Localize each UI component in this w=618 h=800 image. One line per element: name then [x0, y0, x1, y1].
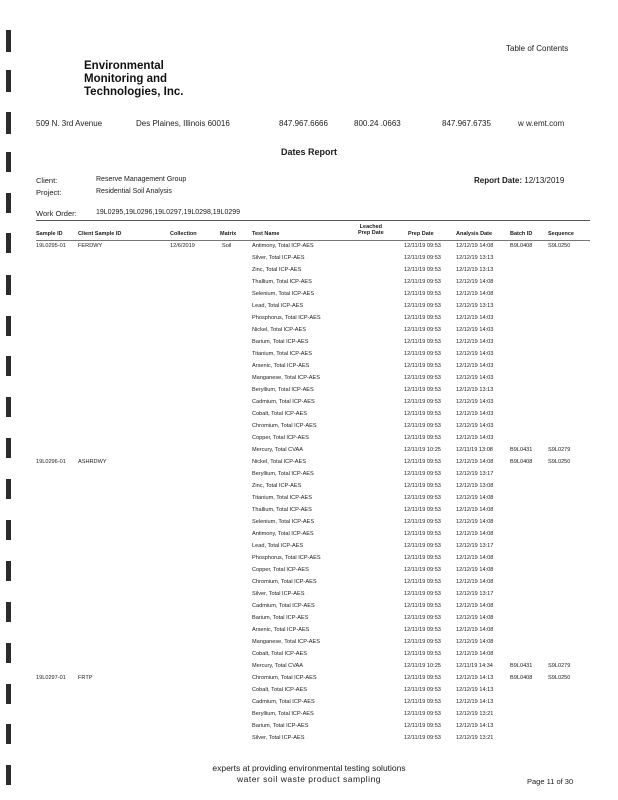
cell-test-name: Cadmium, Total ICP-AES — [252, 399, 315, 405]
footer-tagline: experts at providing environmental testing solutions — [212, 763, 406, 773]
cell-sequence: S9L0279 — [548, 447, 571, 453]
col-header-client-sample-id: Client Sample ID — [78, 231, 122, 237]
report-date-label: Report Date: — [474, 176, 523, 185]
cell-test-name: Thallium, Total ICP-AES — [252, 507, 312, 513]
cell-test-name: Barium, Total ICP-AES — [252, 615, 309, 621]
address-city: Des Plaines, Illinois 60016 — [136, 119, 230, 128]
cell-analysis-date: 12/12/19 14:08 — [456, 555, 494, 561]
cell-sequence: S9L0250 — [548, 243, 571, 249]
report-date — [474, 176, 564, 185]
cell-analysis-date: 12/12/19 13:08 — [456, 483, 494, 489]
cell-analysis-date: 12/12/19 14:08 — [456, 567, 494, 573]
cell-test-name: Copper, Total ICP-AES — [252, 435, 309, 441]
cell-prep-date: 12/11/19 09:53 — [404, 303, 441, 309]
col-header-leached-prep-date — [358, 224, 384, 236]
cell-analysis-date: 12/12/19 14:03 — [456, 435, 494, 441]
cell-analysis-date: 12/12/19 14:08 — [456, 519, 494, 525]
cell-analysis-date: 12/12/19 14:03 — [456, 351, 494, 357]
cell-prep-date: 12/11/19 10:25 — [404, 663, 441, 669]
cell-test-name: Beryllium, Total ICP-AES — [252, 471, 314, 477]
cell-analysis-date: 12/12/19 14:08 — [456, 615, 494, 621]
cell-batch-id: B9L0431 — [510, 663, 533, 669]
cell-analysis-date: 12/12/19 14:13 — [456, 687, 494, 693]
cell-test-name: Cadmium, Total ICP-AES — [252, 603, 315, 609]
cell-test-name: Chromium, Total ICP-AES — [252, 423, 317, 429]
cell-test-name: Manganese, Total ICP-AES — [252, 639, 320, 645]
cell-prep-date: 12/11/19 09:53 — [404, 291, 441, 297]
cell-prep-date: 12/11/19 09:53 — [404, 711, 441, 717]
col-header-test-name: Test Name — [252, 231, 280, 237]
cell-prep-date: 12/11/19 09:53 — [404, 507, 441, 513]
cell-test-name: Copper, Total ICP-AES — [252, 567, 309, 573]
cell-test-name: Lead, Total ICP-AES — [252, 303, 304, 309]
cell-analysis-date: 12/12/19 13:13 — [456, 255, 494, 261]
project-value: Residential Soil Analysis — [96, 188, 172, 195]
cell-analysis-date: 12/12/19 14:13 — [456, 699, 494, 705]
cell-prep-date: 12/11/19 09:53 — [404, 555, 441, 561]
cell-batch-id: B9L0408 — [510, 459, 533, 465]
cell-prep-date: 12/11/19 09:53 — [404, 411, 441, 417]
cell-prep-date: 12/11/19 09:53 — [404, 519, 441, 525]
cell-test-name: Cobalt, Total ICP-AES — [252, 651, 307, 657]
cell-test-name: Selenium, Total ICP-AES — [252, 519, 315, 525]
work-order-label: Work Order: — [36, 209, 77, 218]
cell-test-name: Beryllium, Total ICP-AES — [252, 711, 314, 717]
divider — [36, 220, 590, 221]
phone-number: 847.967.6666 — [279, 119, 328, 128]
cell-analysis-date: 12/12/19 14:13 — [456, 723, 494, 729]
cell-batch-id: B9L0408 — [510, 243, 533, 249]
cell-test-name: Antimony, Total ICP-AES — [252, 531, 314, 537]
cell-analysis-date: 12/12/19 14:08 — [456, 579, 494, 585]
cell-analysis-date: 12/12/19 13:21 — [456, 711, 494, 717]
cell-sequence: S9L0279 — [548, 663, 571, 669]
website: w w.emt.com — [518, 119, 565, 128]
cell-prep-date: 12/11/19 09:53 — [404, 579, 441, 585]
cell-analysis-date: 12/12/19 14:08 — [456, 495, 494, 501]
cell-test-name: Silver, Total ICP-AES — [252, 591, 305, 597]
cell-prep-date: 12/11/19 09:53 — [404, 735, 441, 741]
cell-analysis-date: 12/11/19 13:08 — [456, 447, 493, 453]
cell-prep-date: 12/11/19 09:53 — [404, 243, 441, 249]
cell-prep-date: 12/11/19 09:53 — [404, 483, 441, 489]
cell-analysis-date: 12/12/19 14:08 — [456, 651, 494, 657]
cell-test-name: Chromium, Total ICP-AES — [252, 675, 317, 681]
cell-test-name: Zinc, Total ICP-AES — [252, 483, 302, 489]
cell-test-name: Selenium, Total ICP-AES — [252, 291, 315, 297]
cell-analysis-date: 12/12/19 14:03 — [456, 423, 494, 429]
col-header-prep-date: Prep Date — [408, 231, 434, 237]
cell-test-name: Mercury, Total CVAA — [252, 447, 303, 453]
col-header-collection: Collection — [170, 231, 197, 237]
cell-analysis-date: 12/12/19 14:03 — [456, 315, 494, 321]
cell-analysis-date: 12/12/19 14:03 — [456, 327, 494, 333]
cell-sequence: S9L0250 — [548, 675, 571, 681]
company-name — [84, 60, 183, 99]
company-line-1: Environmental — [84, 60, 164, 72]
cell-prep-date: 12/11/19 09:53 — [404, 723, 441, 729]
scan-mark — [6, 438, 11, 458]
cell-analysis-date: 12/12/19 13:17 — [456, 543, 494, 549]
cell-test-name: Cobalt, Total ICP-AES — [252, 687, 307, 693]
cell-prep-date: 12/11/19 09:53 — [404, 435, 441, 441]
cell-prep-date: 12/11/19 09:53 — [404, 531, 441, 537]
cell-prep-date: 12/11/19 09:53 — [404, 543, 441, 549]
cell-analysis-date: 12/12/19 14:03 — [456, 399, 494, 405]
scan-mark — [6, 233, 11, 253]
cell-test-name: Barium, Total ICP-AES — [252, 339, 309, 345]
cell-prep-date: 12/11/19 09:53 — [404, 339, 441, 345]
cell-prep-date: 12/11/19 09:53 — [404, 459, 441, 465]
report-date-value: 12/13/2019 — [524, 176, 565, 185]
page-number: Page 11 of 30 — [527, 777, 574, 786]
address-street: 509 N. 3rd Avenue — [36, 119, 103, 128]
cell-analysis-date: 12/12/19 14:03 — [456, 363, 494, 369]
col-header-leached-line: Leached — [359, 224, 382, 230]
cell-test-name: Phosphorus, Total ICP-AES — [252, 315, 321, 321]
scan-mark — [6, 356, 11, 376]
cell-prep-date: 12/11/19 09:53 — [404, 615, 441, 621]
cell-prep-date: 12/11/19 09:53 — [404, 687, 441, 693]
cell-client-sample-id: FERDWY — [78, 243, 103, 249]
scan-mark — [6, 112, 11, 134]
company-line-3: Technologies, Inc. — [84, 86, 184, 98]
cell-prep-date: 12/11/19 10:25 — [404, 447, 441, 453]
fax-number: 847.967.6735 — [442, 119, 491, 128]
cell-test-name: Arsenic, Total ICP-AES — [252, 363, 310, 369]
cell-analysis-date: 12/12/19 14:08 — [456, 279, 494, 285]
toll-free-number: 800.24 .0663 — [354, 119, 401, 128]
cell-prep-date: 12/11/19 09:53 — [404, 399, 441, 405]
cell-test-name: Manganese, Total ICP-AES — [252, 375, 320, 381]
cell-analysis-date: 12/12/19 13:17 — [456, 471, 494, 477]
cell-prep-date: 12/11/19 09:53 — [404, 603, 441, 609]
cell-test-name: Lead, Total ICP-AES — [252, 543, 304, 549]
cell-sample-id: 19L0295-01 — [36, 243, 66, 249]
cell-test-name: Nickel, Total ICP-AES — [252, 459, 306, 465]
project-label: Project: — [36, 188, 62, 197]
cell-prep-date: 12/11/19 09:53 — [404, 471, 441, 477]
cell-test-name: Phosphorus, Total ICP-AES — [252, 555, 321, 561]
cell-test-name: Cadmium, Total ICP-AES — [252, 699, 315, 705]
cell-matrix: Soil — [222, 243, 232, 249]
cell-prep-date: 12/11/19 09:53 — [404, 651, 441, 657]
cell-analysis-date: 12/12/19 14:03 — [456, 375, 494, 381]
cell-test-name: Beryllium, Total ICP-AES — [252, 387, 314, 393]
footer-services: water soil waste product sampling — [236, 774, 382, 784]
cell-test-name: Antimony, Total ICP-AES — [252, 243, 314, 249]
scan-mark — [6, 316, 11, 336]
scan-mark — [6, 397, 11, 417]
cell-prep-date: 12/11/19 09:53 — [404, 627, 441, 633]
cell-sample-id: 19L0296-01 — [36, 459, 66, 465]
cell-batch-id: B9L0431 — [510, 447, 533, 453]
col-header-sample-id: Sample ID — [36, 231, 63, 237]
scan-mark — [6, 275, 11, 295]
col-header-batch-id: Batch ID — [510, 231, 533, 237]
cell-analysis-date: 12/12/19 14:03 — [456, 339, 494, 345]
cell-analysis-date: 12/12/19 13:13 — [456, 303, 494, 309]
cell-analysis-date: 12/12/19 13:13 — [456, 267, 494, 273]
page-title: Dates Report — [280, 147, 337, 157]
cell-prep-date: 12/11/19 09:53 — [404, 387, 441, 393]
header-divider — [36, 240, 590, 241]
col-header-sequence: Sequence — [548, 231, 574, 237]
cell-test-name: Thallium, Total ICP-AES — [252, 279, 312, 285]
col-header-prep-date-line: Prep Date — [358, 230, 384, 236]
cell-analysis-date: 12/12/19 14:08 — [456, 603, 494, 609]
cell-analysis-date: 12/12/19 14:03 — [456, 411, 494, 417]
cell-analysis-date: 12/12/19 14:08 — [456, 243, 494, 249]
cell-analysis-date: 12/12/19 14:08 — [456, 291, 494, 297]
client-value: Reserve Management Group — [96, 176, 187, 183]
cell-prep-date: 12/11/19 09:53 — [404, 315, 441, 321]
cell-test-name: Titanium, Total ICP-AES — [252, 351, 312, 357]
cell-test-name: Zinc, Total ICP-AES — [252, 267, 302, 273]
cell-prep-date: 12/11/19 09:53 — [404, 375, 441, 381]
cell-client-sample-id: FRTP — [78, 675, 93, 681]
cell-analysis-date: 12/12/19 14:08 — [456, 507, 494, 513]
scan-mark — [6, 193, 11, 213]
cell-collection: 12/6/2019 — [170, 243, 195, 249]
scan-mark — [6, 30, 11, 52]
cell-prep-date: 12/11/19 09:53 — [404, 255, 441, 261]
cell-test-name: Mercury, Total CVAA — [252, 663, 303, 669]
table-of-contents-link[interactable]: Table of Contents — [506, 44, 569, 53]
cell-analysis-date: 12/11/19 14:34 — [456, 663, 493, 669]
cell-analysis-date: 12/12/19 13:17 — [456, 591, 494, 597]
scan-mark — [6, 70, 11, 92]
company-line-2: Monitoring and — [84, 73, 168, 85]
cell-analysis-date: 12/12/19 14:08 — [456, 531, 494, 537]
work-order-value: 19L0295,19L0296,19L0297,19L0298,19L0299 — [96, 209, 241, 216]
cell-prep-date: 12/11/19 09:53 — [404, 279, 441, 285]
cell-test-name: Nickel, Total ICP-AES — [252, 327, 306, 333]
cell-prep-date: 12/11/19 09:53 — [404, 495, 441, 501]
cell-analysis-date: 12/12/19 14:08 — [456, 459, 494, 465]
cell-prep-date: 12/11/19 09:53 — [404, 423, 441, 429]
cell-analysis-date: 12/12/19 14:13 — [456, 675, 494, 681]
cell-test-name: Chromium, Total ICP-AES — [252, 579, 317, 585]
scan-mark — [6, 479, 11, 499]
cell-prep-date: 12/11/19 09:53 — [404, 675, 441, 681]
cell-analysis-date: 12/12/19 13:21 — [456, 735, 494, 741]
cell-analysis-date: 12/12/19 14:08 — [456, 639, 494, 645]
scan-mark — [6, 602, 11, 622]
cell-sample-id: 19L0297-01 — [36, 675, 66, 681]
cell-prep-date: 12/11/19 09:53 — [404, 351, 441, 357]
col-header-matrix: Matrix — [220, 231, 237, 237]
scan-mark — [6, 520, 11, 540]
scan-mark — [6, 643, 11, 663]
cell-analysis-date: 12/12/19 13:13 — [456, 387, 494, 393]
scan-mark — [6, 561, 11, 581]
cell-test-name: Silver, Total ICP-AES — [252, 735, 305, 741]
cell-test-name: Barium, Total ICP-AES — [252, 723, 309, 729]
scan-mark — [6, 724, 11, 744]
cell-prep-date: 12/11/19 09:53 — [404, 327, 441, 333]
cell-prep-date: 12/11/19 09:53 — [404, 699, 441, 705]
scan-mark — [6, 684, 11, 704]
col-header-analysis-date: Analysis Date — [456, 231, 493, 237]
cell-prep-date: 12/11/19 09:53 — [404, 591, 441, 597]
cell-prep-date: 12/11/19 09:53 — [404, 639, 441, 645]
cell-prep-date: 12/11/19 09:53 — [404, 567, 441, 573]
client-label: Client: — [36, 176, 58, 185]
cell-client-sample-id: ASHRDWY — [78, 459, 107, 465]
cell-test-name: Titanium, Total ICP-AES — [252, 495, 312, 501]
cell-analysis-date: 12/12/19 14:08 — [456, 627, 494, 633]
cell-test-name: Silver, Total ICP-AES — [252, 255, 305, 261]
cell-test-name: Arsenic, Total ICP-AES — [252, 627, 310, 633]
cell-prep-date: 12/11/19 09:53 — [404, 363, 441, 369]
cell-batch-id: B9L0408 — [510, 675, 533, 681]
cell-test-name: Cobalt, Total ICP-AES — [252, 411, 307, 417]
cell-sequence: S9L0250 — [548, 459, 571, 465]
cell-prep-date: 12/11/19 09:53 — [404, 267, 441, 273]
